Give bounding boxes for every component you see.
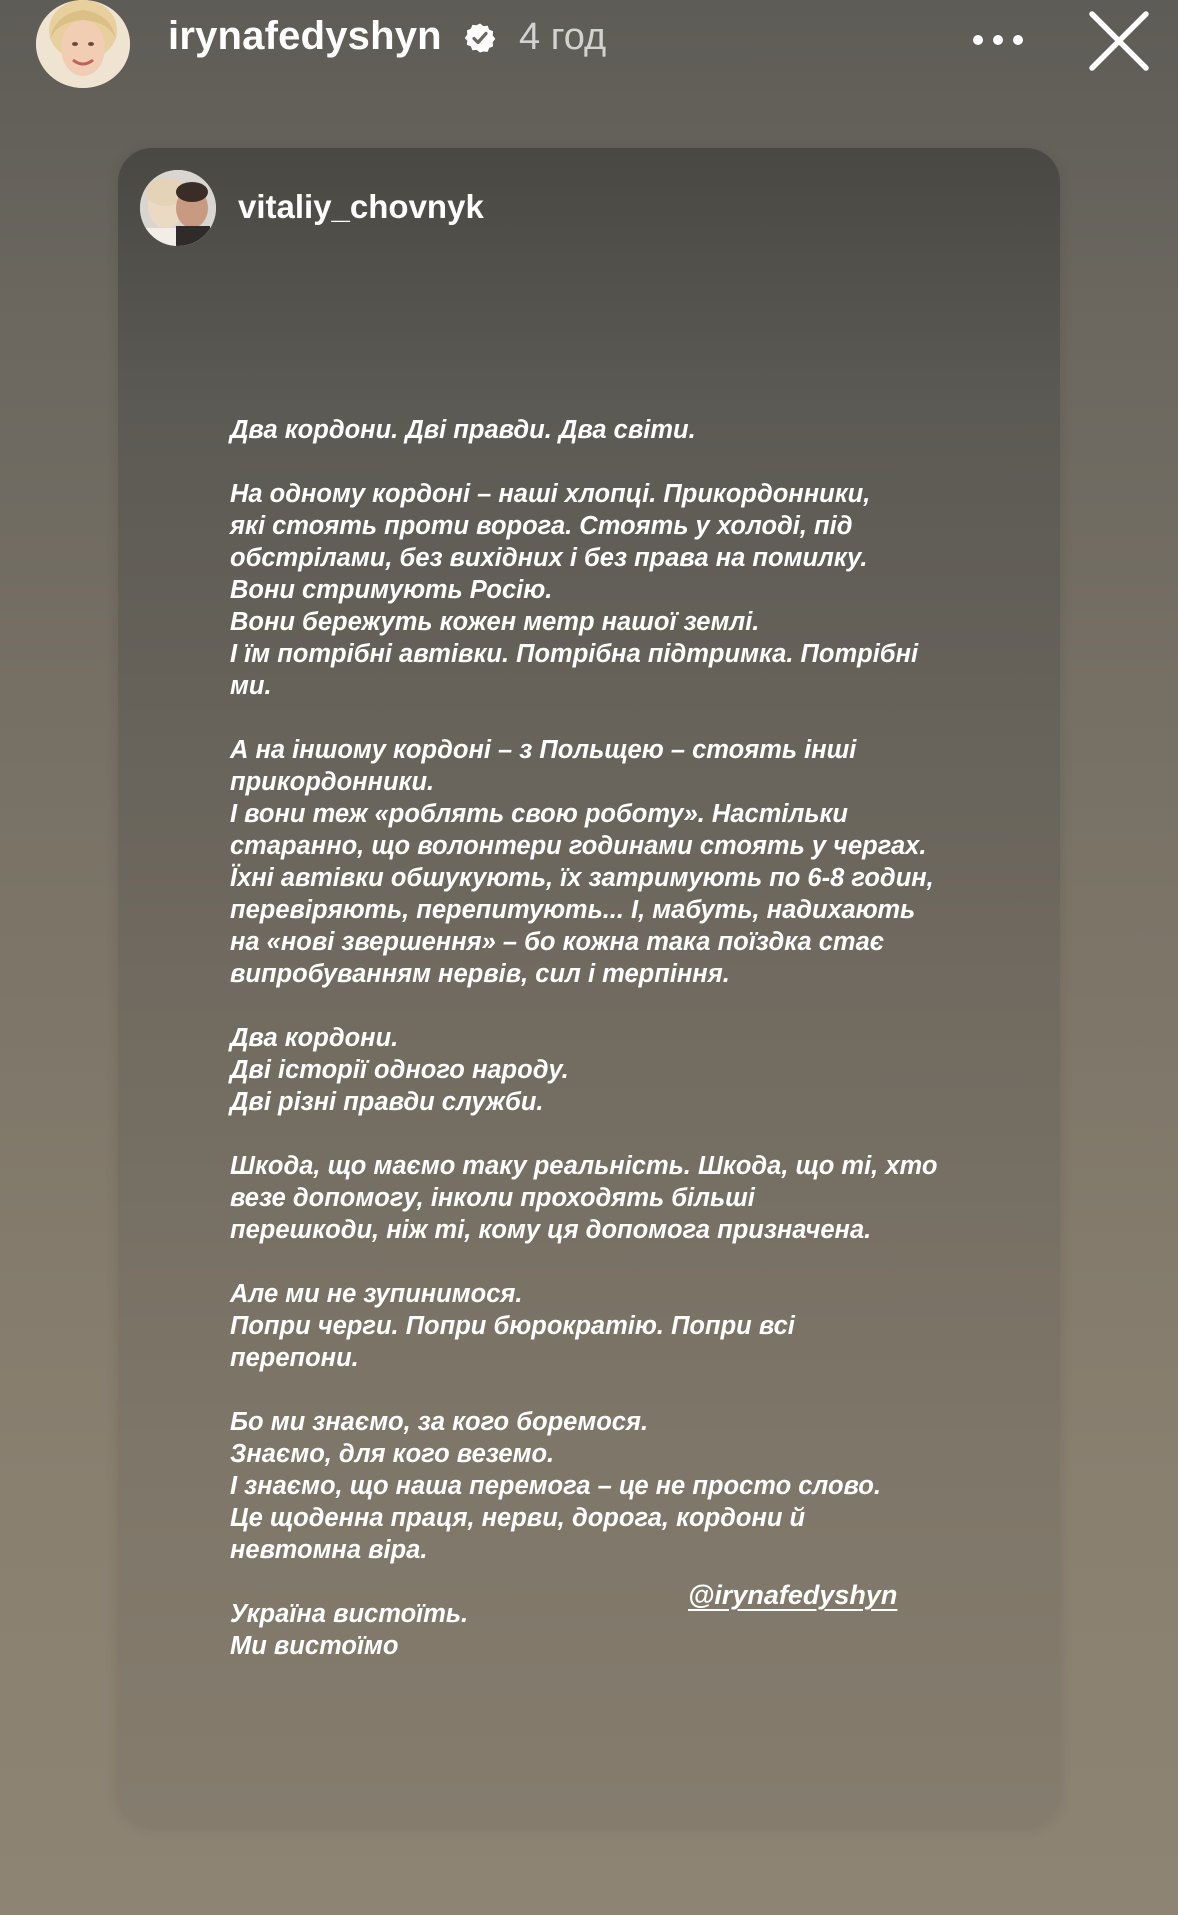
post-line: невтомна віра. <box>230 1536 428 1564</box>
post-line: Бо ми знаємо, за кого боремося. <box>230 1408 649 1436</box>
post-line: І вони теж «роблять свою роботу». Настільки <box>230 800 848 828</box>
post-line: везе допомогу, інколи проходять більші <box>230 1184 755 1212</box>
post-line: які стоять проти ворога. Стоять у холоді, під <box>230 512 853 540</box>
close-icon[interactable] <box>1086 8 1152 74</box>
post-paragraph <box>230 1406 990 1566</box>
post-line: І знаємо, що наша перемога – це не просто слово. <box>230 1472 881 1500</box>
post-line: Їхні автівки обшукують, їх затримують по 6-8 годин, <box>230 864 934 892</box>
post-text <box>230 414 990 1694</box>
post-line: Україна вистоїть. <box>230 1600 469 1628</box>
post-paragraph <box>230 414 990 446</box>
post-line: Попри черги. Попри бюрократію. Попри всі <box>230 1312 795 1340</box>
mention-link[interactable]: @irynafedyshyn <box>688 1580 898 1610</box>
post-line: ми. <box>230 672 272 700</box>
author-avatar[interactable] <box>36 0 130 88</box>
post-paragraph <box>230 478 990 702</box>
author-avatar-image <box>36 0 130 88</box>
post-line: Два кордони. <box>230 1024 399 1052</box>
post-line: обстрілами, без вихідних і без права на помилку. <box>230 544 868 572</box>
post-line: Вони стримують Росію. <box>230 576 553 604</box>
post-time: 4 год <box>519 16 607 58</box>
post-line: Шкода, що маємо таку реальність. Шкода, що ті, хто <box>230 1152 938 1180</box>
story-header <box>0 0 1178 90</box>
post-line: Дві історії одного народу. <box>230 1056 569 1084</box>
post-line: Два кордони. Дві правди. Два світи. <box>230 416 696 444</box>
post-line: на «нові звершення» – бо кожна така поїздка стає <box>230 928 885 956</box>
post-line: перепони. <box>230 1344 359 1372</box>
more-options-icon[interactable] <box>968 20 1028 60</box>
post-paragraph <box>230 1150 990 1246</box>
post-author-avatar-image <box>140 170 216 246</box>
verified-badge-icon <box>464 22 496 54</box>
post-line: випробуванням нервів, сил і терпіння. <box>230 960 730 988</box>
post-line: Дві різні правди служби. <box>230 1088 544 1116</box>
post-line: І їм потрібні автівки. Потрібна підтримка. Потрібні <box>230 640 919 668</box>
post-line: перевіряють, перепитують... І, мабуть, надихають <box>230 896 916 924</box>
post-line: старанно, що волонтери годинами стоять у чергах. <box>230 832 927 860</box>
post-paragraph <box>230 1022 990 1118</box>
post-author-avatar[interactable] <box>140 170 216 246</box>
post-line: Це щоденна праця, нерви, дорога, кордони й <box>230 1504 806 1532</box>
reshared-post-card[interactable] <box>118 148 1060 1826</box>
post-paragraph <box>230 734 990 990</box>
post-line: перешкоди, ніж ті, кому ця допомога призначена. <box>230 1216 872 1244</box>
post-line: А на іншому кордоні – з Польщею – стоять інші <box>230 736 857 764</box>
post-line: Але ми не зупинимося. <box>230 1280 523 1308</box>
post-line: прикордонники. <box>230 768 435 796</box>
post-line: На одному кордоні – наші хлопці. Прикордонники, <box>230 480 871 508</box>
post-line: Знаємо, для кого веземо. <box>230 1440 555 1468</box>
post-author-username[interactable]: vitaliy_chovnyk <box>238 188 484 225</box>
post-paragraph <box>230 1278 990 1374</box>
post-line: Вони бережуть кожен метр нашої землі. <box>230 608 760 636</box>
post-line: Ми вистоїмо <box>230 1632 399 1660</box>
author-username[interactable]: irynafedyshyn <box>168 14 442 58</box>
